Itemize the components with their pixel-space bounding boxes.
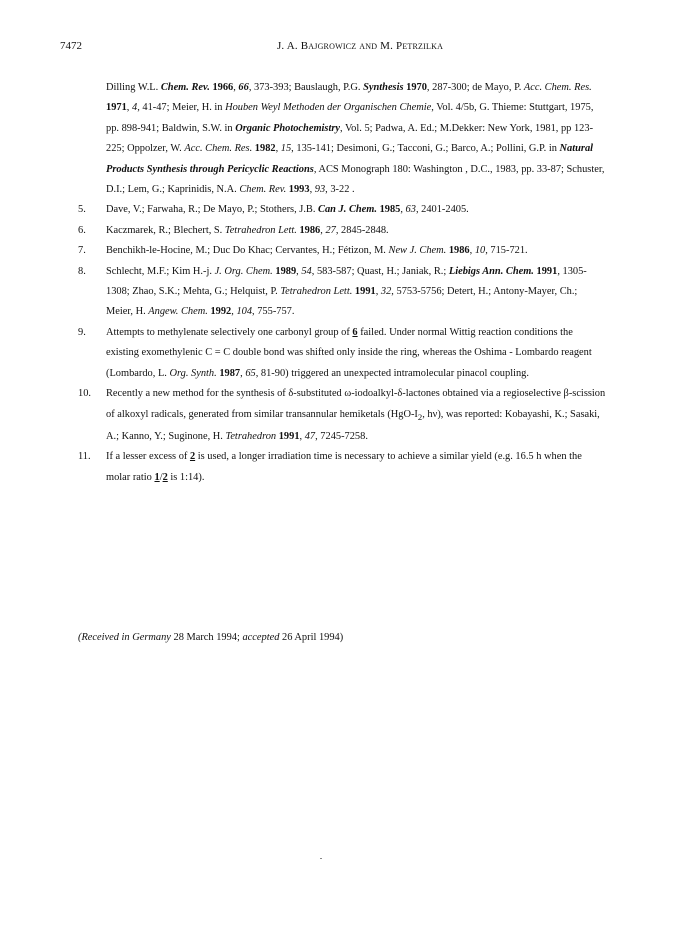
reference-10 bbox=[78, 384, 606, 447]
reference-number: 11. bbox=[78, 451, 91, 463]
reference-number: 6. bbox=[78, 224, 86, 236]
page-header bbox=[60, 40, 660, 54]
reference-body: Schlecht, M.F.; Kim H.-j. J. Org. Chem. 1989, 54, 583-587; Quast, H.; Janiak, R.; Liebigs Ann. Chem. 1991, 1305-1308; Zhao, S.K.; Mehta, G.; Helquist, P. Tetrahedron Lett. 1991, 32, 5753-5756; Detert, H.; Antony-Mayer, Ch.; Meier, H. Angew. Chem. 1992, 104, 755-757. bbox=[106, 265, 587, 318]
reference-number: 8. bbox=[78, 265, 86, 277]
running-title: J. A. Bajgrowicz and M. Petrzilka bbox=[276, 40, 444, 52]
reference-body: Kaczmarek, R.; Blechert, S. Tetrahedron Lett. 1986, 27, 2845-2848. bbox=[106, 224, 389, 236]
reference-body: Benchikh-le-Hocine, M.; Duc Do Khac; Cervantes, H.; Fétizon, M. New J. Chem. 1986, 10, 715-721. bbox=[106, 245, 528, 257]
page-number: 7472 bbox=[60, 40, 82, 52]
received-note: (Received in Germany 28 March 1994; accepted 26 April 1994) bbox=[78, 632, 344, 643]
reference-body: Dave, V.; Farwaha, R.; De Mayo, P.; Stothers, J.B. Can J. Chem. 1985, 63, 2401-2405. bbox=[106, 204, 469, 216]
reference-number: 9. bbox=[78, 326, 86, 338]
reference-body: Attempts to methylenate selectively one carbonyl group of 6 failed. Under normal Wittig reaction conditions the existing exomethylenic C = C double bond was shifted only inside the ring, whereas the Oshima - Lombardo reagent (Lombardo, L. Org. Synth. 1987, 65, 81-90) triggered an unexpected intramolecular pinacol coupling. bbox=[106, 326, 592, 379]
reference-4-continued bbox=[78, 78, 606, 200]
reference-body: Dilling W.L. Chem. Rev. 1966, 66, 373-393; Bauslaugh, P.G. Synthesis 1970, 287-300; de Mayo, P. Acc. Chem. Res. 1971, 4, 41-47; Meier, H. in Houben Weyl Methoden der Organischen Chemie, Vol. 4/5b, G. Thieme: Stuttgart, 1975, pp. 898-941; Baldwin, S.W. in Organic Photochemistry, Vol. 5; Padwa, A. Ed.; M.Dekker: New York, 1981, pp 123-225; Oppolzer, W. Acc. Chem. Res. 1982, 15, 135-141; Desimoni, G.; Tacconi, G.; Barco, A.; Pollini, G.P. in Natural Products Synthesis through Pericyclic Reactions, ACS Monograph 180: Washington , D.C., 1983, pp. 33-87; Schuster, D.I.; Lem, G.; Kaprinidis, N.A. Chem. Rev. 1993, 93, 3-22 . bbox=[106, 82, 605, 196]
reference-8 bbox=[78, 262, 606, 323]
reference-5 bbox=[78, 200, 606, 220]
reference-list bbox=[78, 78, 606, 488]
reference-body: Recently a new method for the synthesis of δ-substituted ω-iodoalkyl-δ-lactones obtained via a regioselective β-scission of alkoxyl radicals, generated from similar transannular hemiketals ($HgO-I_2$, hν), was reported: Kobayashi, K.; Sasaki, A.; Kanno, Y.; Suginone, H. Tetrahedron 1991, 47, 7245-7258. bbox=[106, 388, 606, 442]
reference-9 bbox=[78, 323, 606, 384]
reference-number: 7. bbox=[78, 245, 86, 257]
reference-7 bbox=[78, 241, 606, 261]
reference-body: If a lesser excess of 2 is used, a longer irradiation time is necessary to achieve a similar yield (e.g. 16.5 h when the molar ratio 1/2 is 1:14). bbox=[106, 451, 582, 483]
reference-number: 5. bbox=[78, 204, 86, 216]
reference-number: 10. bbox=[78, 388, 91, 400]
scan-speck bbox=[320, 858, 322, 859]
reference-11 bbox=[78, 447, 606, 488]
reference-6 bbox=[78, 221, 606, 241]
